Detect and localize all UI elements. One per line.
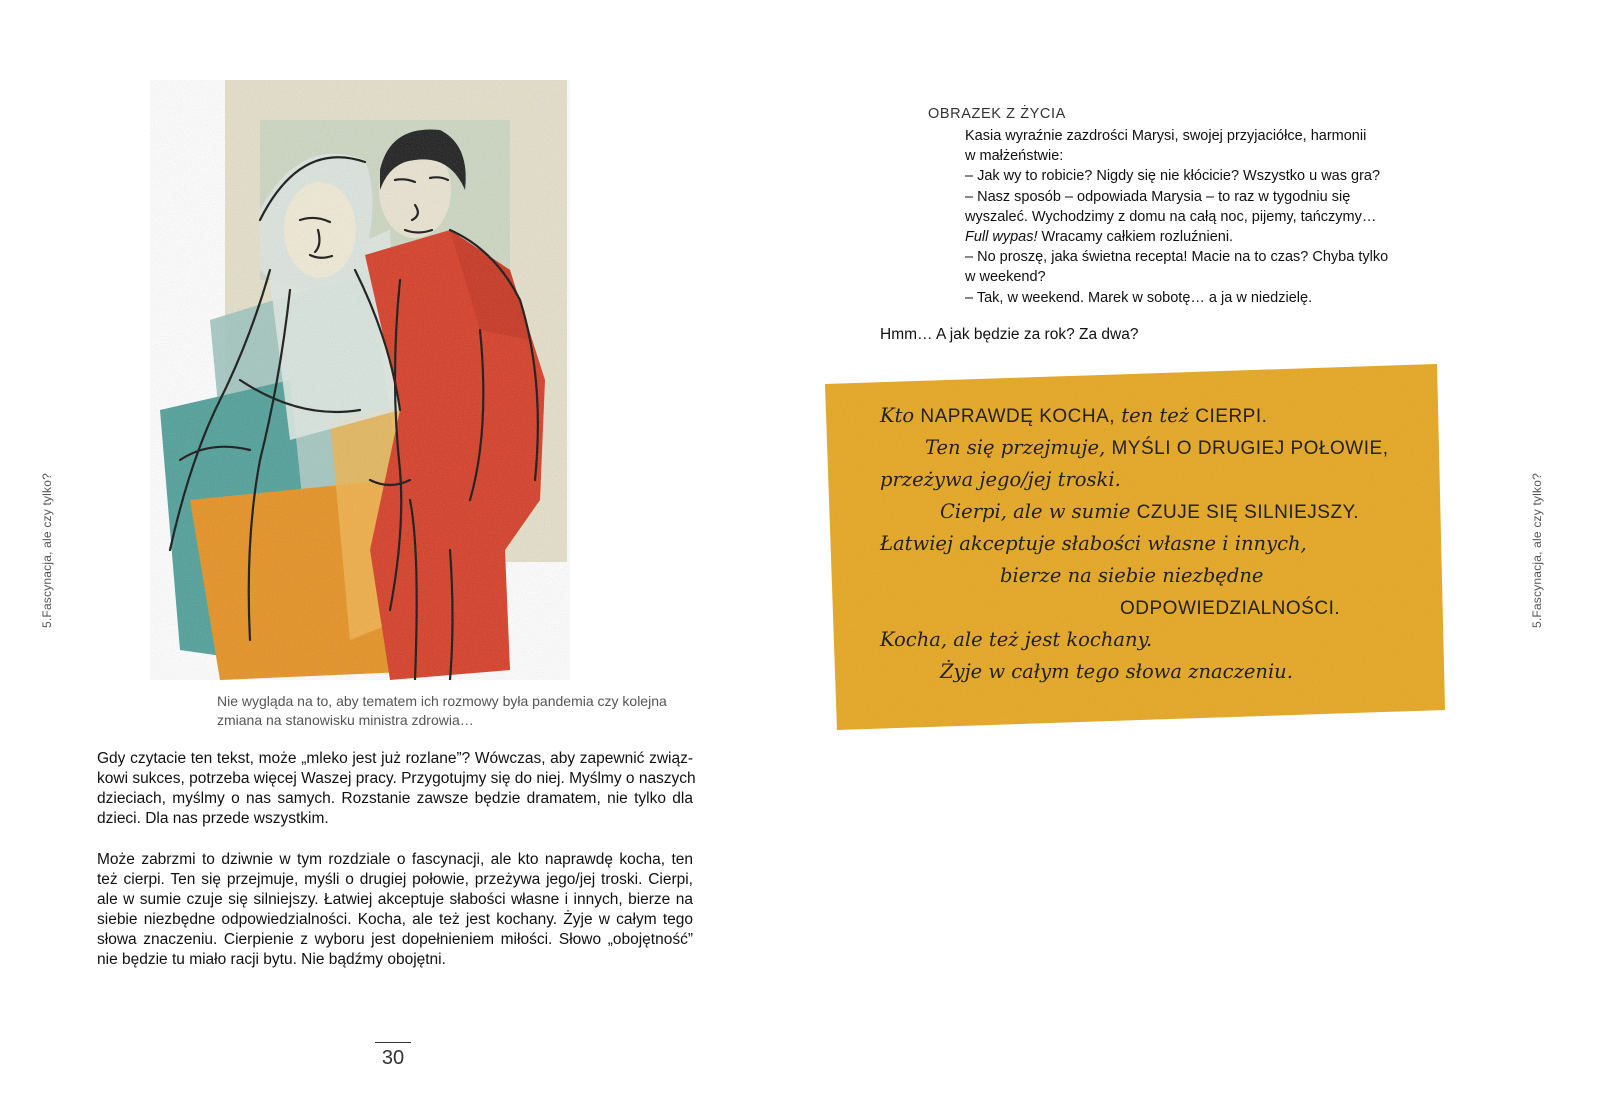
quote-italic: Łatwiej akceptuje słabości własne i innych, bbox=[880, 532, 1307, 555]
chapter-side-label-right: 5.Fascynacja, ale czy tylko? bbox=[1530, 473, 1544, 628]
question-line: Hmm… A jak będzie za rok? Za dwa? bbox=[880, 326, 1139, 343]
story-line: w weekend? bbox=[965, 269, 1046, 286]
page-number: 30 bbox=[375, 1042, 411, 1070]
story-line: – No proszę, jaka świetna recepta! Macie na to czas? Chyba tylko bbox=[965, 249, 1389, 266]
story-line bbox=[965, 227, 1385, 247]
body-paragraph-1 bbox=[97, 749, 696, 829]
quote-italic: Kto bbox=[880, 404, 915, 427]
quote-italic: przeżywa jego/jej troski. bbox=[880, 468, 1121, 491]
story-title: OBRAZEK Z ŻYCIA bbox=[928, 106, 1066, 122]
story-line: wyszaleć. Wychodzimy z domu na całą noc, pijemy, tańczymy… bbox=[965, 208, 1377, 225]
quote-italic: ten też bbox=[1121, 404, 1190, 427]
story-line: w małżeństwie: bbox=[965, 148, 1064, 165]
quote-caps: NAPRAWDĘ KOCHA, bbox=[920, 406, 1116, 427]
quote-italic: Żyje w całym tego słowa znaczeniu. bbox=[940, 660, 1293, 683]
story-line: – Nasz sposób – odpowiada Marysia – to raz w tygodniu się bbox=[965, 188, 1351, 205]
text-line: też cierpi. Ten się przejmuje, myśli o drugiej połowie, przeżywa jego/jej troski. Cierpi, bbox=[97, 871, 693, 888]
story-line: Kasia wyraźnie zazdrości Marysi, swojej przyjaciółce, harmonii bbox=[965, 128, 1367, 144]
quote-caps: CIERPI. bbox=[1195, 406, 1268, 427]
text-line: nie będzie tu miało racji bytu. Nie bądźmy obojętni. bbox=[97, 951, 446, 968]
text-line: dzieciach, myślmy o nas samych. Rozstanie zawsze będzie dramatem, nie tylko dla bbox=[97, 790, 693, 807]
story-italic: Full wypas! bbox=[965, 229, 1038, 246]
caption-line: Nie wygląda na to, aby tematem ich rozmowy była pandemia czy kolejna bbox=[217, 693, 667, 709]
illustration-caption bbox=[217, 692, 687, 730]
text-line: kowi sukces, potrzeba więcej Waszej pracy. Przygotujmy się do niej. Myślmy o naszych bbox=[97, 770, 696, 787]
text-line: Gdy czytacie ten tekst, może „mleko jest już rozlane”? Wówczas, aby zapewnić związ- bbox=[97, 750, 693, 767]
chapter-side-label-left: 5.Fascynacja, ale czy tylko? bbox=[40, 473, 54, 628]
quote-italic: bierze na siebie niezbędne bbox=[1000, 564, 1264, 587]
story-text bbox=[965, 126, 1389, 308]
story-line: – Jak wy to robicie? Nigdy się nie kłócicie? Wszystko u was gra? bbox=[965, 168, 1381, 185]
body-paragraph-2 bbox=[97, 850, 693, 970]
text-line: słowa znaczeniu. Cierpienie z wyboru jest dopełnieniem miłości. Słowo „obojętność” bbox=[97, 931, 693, 948]
quote-caps: CZUJE SIĘ SILNIEJSZY. bbox=[1136, 502, 1360, 523]
story-line: – Tak, w weekend. Marek w sobotę… a ja w niedzielę. bbox=[965, 289, 1313, 306]
quote-background bbox=[823, 362, 1445, 730]
caption-line: zmiana na stanowisku ministra zdrowia… bbox=[217, 712, 474, 728]
text-line: ale w sumie czuje się silniejszy. Łatwiej akceptuje słabości własne i innych, bierze na bbox=[97, 891, 693, 908]
quote-caps: ODPOWIEDZIALNOŚCI. bbox=[1120, 598, 1341, 619]
quote-caps: MYŚLI O DRUGIEJ POŁOWIE, bbox=[1111, 438, 1389, 459]
text-line: Może zabrzmi to dziwnie w tym rozdziale o fascynacji, ale kto naprawdę kocha, ten bbox=[97, 851, 693, 868]
text-line: dzieci. Dla nas przede wszystkim. bbox=[97, 810, 329, 827]
couple-illustration bbox=[150, 80, 570, 680]
story-line-rest: Wracamy całkiem rozluźnieni. bbox=[1037, 229, 1234, 246]
text-line: siebie niezbędne odpowiedzialności. Kocha, ale też jest kochany. Żyje w całym tego bbox=[97, 911, 693, 928]
quote-italic: Cierpi, ale w sumie bbox=[940, 500, 1131, 523]
quote-italic: Kocha, ale też jest kochany. bbox=[880, 628, 1153, 651]
quote-italic: Ten się przejmuje, bbox=[925, 436, 1106, 459]
